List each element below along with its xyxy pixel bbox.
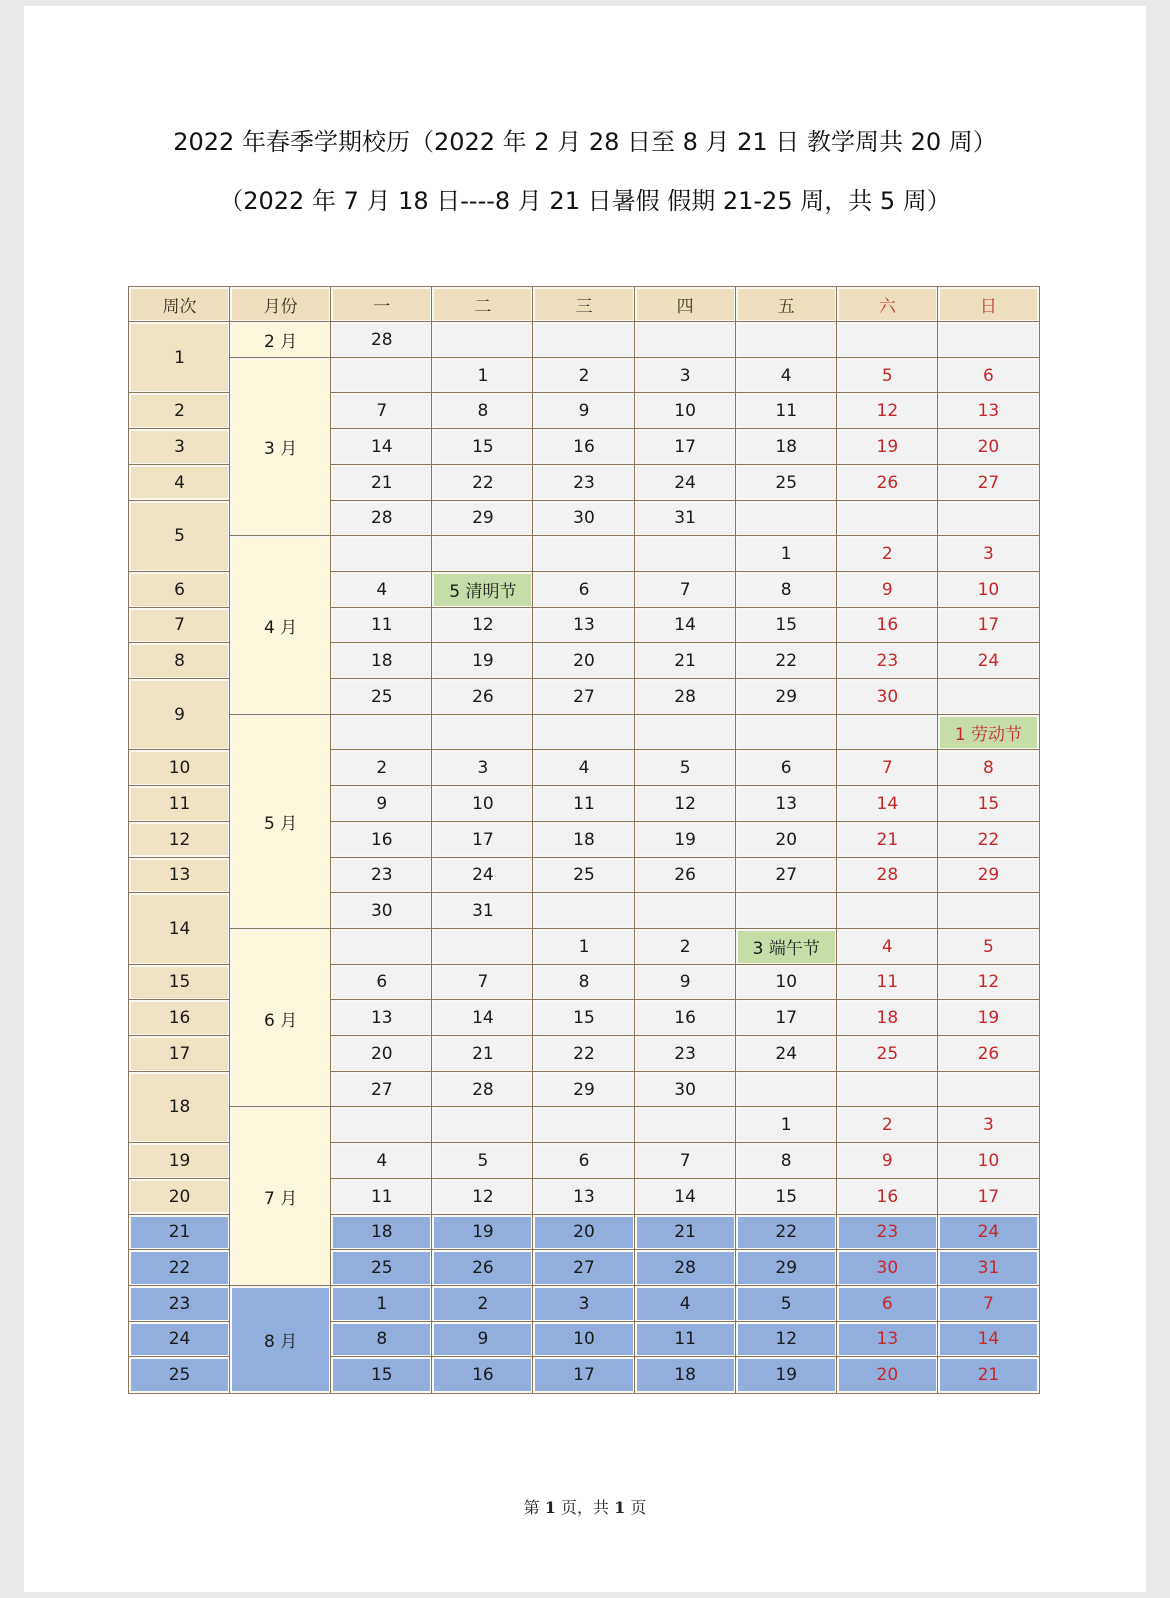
day-cell: 16 (837, 608, 938, 644)
day-cell: 31 (938, 1250, 1039, 1286)
day-cell: 29 (736, 679, 837, 715)
week-number-cell: 2 (129, 393, 230, 429)
day-cell: 31 (432, 893, 533, 929)
day-cell: 20 (533, 643, 634, 679)
day-cell: 17 (736, 1000, 837, 1036)
header-cell: 一 (331, 287, 432, 322)
day-cell: 27 (533, 1250, 634, 1286)
week-number-cell: 18 (129, 1072, 230, 1143)
header-cell: 六 (837, 287, 938, 322)
day-cell: 4 (533, 750, 634, 786)
day-cell: 2 (331, 750, 432, 786)
day-cell: 29 (938, 858, 1039, 894)
day-cell: 11 (736, 393, 837, 429)
day-cell: 28 (635, 679, 736, 715)
day-cell: 6 (736, 750, 837, 786)
header-cell: 二 (432, 287, 533, 322)
day-cell: 9 (533, 393, 634, 429)
day-cell: 8 (533, 965, 634, 1001)
day-cell: 3 (938, 1107, 1039, 1143)
day-cell: 13 (533, 608, 634, 644)
day-cell: 22 (938, 822, 1039, 858)
day-cell: 19 (736, 1357, 837, 1393)
day-cell: 9 (432, 1322, 533, 1358)
week-number-cell: 5 (129, 501, 230, 572)
day-cell: 9 (635, 965, 736, 1001)
day-cell: 22 (736, 643, 837, 679)
day-cell: 14 (938, 1322, 1039, 1358)
day-cell: 25 (331, 1250, 432, 1286)
day-cell: 29 (736, 1250, 837, 1286)
day-cell: 10 (736, 965, 837, 1001)
week-number-cell: 6 (129, 572, 230, 608)
day-cell: 3 (938, 536, 1039, 572)
footer-middle: 页，共 (555, 1498, 615, 1517)
day-cell: 4 (635, 1286, 736, 1322)
week-number-cell: 20 (129, 1179, 230, 1215)
day-cell: 26 (432, 679, 533, 715)
day-cell (533, 536, 634, 572)
day-cell: 2 (432, 1286, 533, 1322)
day-cell: 23 (635, 1036, 736, 1072)
day-cell: 27 (736, 858, 837, 894)
day-cell (432, 536, 533, 572)
day-cell: 23 (837, 1215, 938, 1251)
day-cell: 6 (837, 1286, 938, 1322)
day-cell: 24 (635, 465, 736, 501)
day-cell: 8 (331, 1322, 432, 1358)
day-cell: 12 (432, 608, 533, 644)
day-cell: 27 (331, 1072, 432, 1108)
day-cell: 3 (533, 1286, 634, 1322)
day-cell: 15 (736, 608, 837, 644)
day-cell: 11 (331, 1179, 432, 1215)
day-cell: 15 (331, 1357, 432, 1393)
week-number-cell: 24 (129, 1322, 230, 1358)
day-cell (938, 501, 1039, 537)
day-cell: 12 (432, 1179, 533, 1215)
day-cell: 26 (837, 465, 938, 501)
day-cell: 24 (938, 1215, 1039, 1251)
day-cell (938, 1072, 1039, 1108)
day-cell: 18 (837, 1000, 938, 1036)
day-cell: 5 (837, 358, 938, 394)
day-cell: 1 (331, 1286, 432, 1322)
day-cell: 22 (432, 465, 533, 501)
day-cell: 18 (533, 822, 634, 858)
day-cell: 19 (938, 1000, 1039, 1036)
day-cell: 18 (331, 1215, 432, 1251)
holiday-cell: 3 端午节 (736, 929, 837, 965)
day-cell: 7 (432, 965, 533, 1001)
day-cell (432, 715, 533, 751)
day-cell: 21 (432, 1036, 533, 1072)
header-cell: 月份 (230, 287, 331, 322)
day-cell: 18 (635, 1357, 736, 1393)
school-calendar-table (129, 287, 1039, 1393)
day-cell: 6 (331, 965, 432, 1001)
day-cell (331, 536, 432, 572)
day-cell: 30 (331, 893, 432, 929)
day-cell: 11 (533, 786, 634, 822)
week-number-cell: 10 (129, 750, 230, 786)
day-cell: 9 (837, 1143, 938, 1179)
day-cell: 2 (837, 536, 938, 572)
day-cell: 6 (533, 572, 634, 608)
footer-page-number: 1 (544, 1498, 556, 1517)
day-cell: 13 (837, 1322, 938, 1358)
day-cell: 13 (331, 1000, 432, 1036)
day-cell: 2 (837, 1107, 938, 1143)
week-number-cell: 11 (129, 786, 230, 822)
day-cell: 15 (938, 786, 1039, 822)
day-cell: 24 (736, 1036, 837, 1072)
week-number-cell: 4 (129, 465, 230, 501)
day-cell: 16 (432, 1357, 533, 1393)
day-cell: 17 (432, 822, 533, 858)
month-cell: 6 月 (230, 929, 331, 1108)
week-number-cell: 13 (129, 858, 230, 894)
week-number-cell: 3 (129, 429, 230, 465)
week-number-cell: 15 (129, 965, 230, 1001)
day-cell: 25 (736, 465, 837, 501)
day-cell: 24 (938, 643, 1039, 679)
day-cell: 15 (533, 1000, 634, 1036)
day-cell: 3 (432, 750, 533, 786)
day-cell: 10 (938, 572, 1039, 608)
day-cell: 16 (331, 822, 432, 858)
day-cell: 18 (736, 429, 837, 465)
month-cell: 5 月 (230, 715, 331, 929)
week-number-cell: 22 (129, 1250, 230, 1286)
day-cell: 26 (635, 858, 736, 894)
day-cell: 31 (635, 501, 736, 537)
day-cell (837, 322, 938, 358)
header-cell: 周次 (129, 287, 230, 322)
day-cell: 30 (533, 501, 634, 537)
day-cell: 11 (837, 965, 938, 1001)
day-cell: 2 (635, 929, 736, 965)
day-cell: 1 (432, 358, 533, 394)
day-cell: 28 (331, 322, 432, 358)
day-cell (331, 929, 432, 965)
day-cell: 21 (837, 822, 938, 858)
day-cell: 20 (938, 429, 1039, 465)
day-cell (736, 893, 837, 929)
day-cell: 8 (736, 572, 837, 608)
day-cell: 19 (432, 1215, 533, 1251)
header-cell: 五 (736, 287, 837, 322)
day-cell: 10 (432, 786, 533, 822)
day-cell: 22 (533, 1036, 634, 1072)
day-cell: 4 (837, 929, 938, 965)
day-cell: 10 (533, 1322, 634, 1358)
day-cell (736, 501, 837, 537)
day-cell: 30 (837, 1250, 938, 1286)
day-cell: 25 (331, 679, 432, 715)
day-cell: 14 (635, 608, 736, 644)
day-cell: 30 (837, 679, 938, 715)
day-cell: 21 (938, 1357, 1039, 1393)
day-cell: 21 (635, 1215, 736, 1251)
month-cell: 3 月 (230, 358, 331, 537)
day-cell: 11 (635, 1322, 736, 1358)
day-cell (635, 893, 736, 929)
day-cell: 8 (432, 393, 533, 429)
day-cell: 13 (533, 1179, 634, 1215)
day-cell: 12 (938, 965, 1039, 1001)
day-cell: 25 (837, 1036, 938, 1072)
day-cell: 28 (432, 1072, 533, 1108)
day-cell (533, 322, 634, 358)
week-number-cell: 1 (129, 322, 230, 393)
day-cell: 28 (635, 1250, 736, 1286)
week-number-cell: 21 (129, 1215, 230, 1251)
day-cell: 20 (331, 1036, 432, 1072)
week-number-cell: 25 (129, 1357, 230, 1393)
day-cell: 18 (331, 643, 432, 679)
day-cell: 12 (736, 1322, 837, 1358)
day-cell (938, 893, 1039, 929)
day-cell: 16 (837, 1179, 938, 1215)
day-cell: 2 (533, 358, 634, 394)
day-cell: 30 (635, 1072, 736, 1108)
header-cell: 日 (938, 287, 1039, 322)
month-cell: 7 月 (230, 1107, 331, 1286)
day-cell: 26 (432, 1250, 533, 1286)
day-cell: 16 (533, 429, 634, 465)
day-cell: 12 (635, 786, 736, 822)
day-cell: 14 (837, 786, 938, 822)
day-cell (736, 322, 837, 358)
day-cell: 1 (533, 929, 634, 965)
week-number-cell: 23 (129, 1286, 230, 1322)
day-cell: 20 (736, 822, 837, 858)
calendar-title: 2022 年春季学期校历（2022 年 2 月 28 日至 8 月 21 日 教学周共 20 周） (173, 128, 997, 156)
day-cell: 17 (533, 1357, 634, 1393)
calendar-subtitle: （2022 年 7 月 18 日----8 月 21 日暑假 假期 21-25 周，共 5 周） (219, 187, 951, 215)
week-number-cell: 14 (129, 893, 230, 964)
day-cell: 7 (635, 1143, 736, 1179)
day-cell: 23 (837, 643, 938, 679)
day-cell: 10 (938, 1143, 1039, 1179)
day-cell: 19 (432, 643, 533, 679)
day-cell: 5 (938, 929, 1039, 965)
day-cell: 7 (331, 393, 432, 429)
day-cell (837, 1072, 938, 1108)
header-cell: 三 (533, 287, 634, 322)
day-cell: 4 (331, 1143, 432, 1179)
day-cell (432, 322, 533, 358)
day-cell: 17 (938, 1179, 1039, 1215)
day-cell: 7 (837, 750, 938, 786)
week-number-cell: 17 (129, 1036, 230, 1072)
day-cell (837, 893, 938, 929)
month-cell: 4 月 (230, 536, 331, 715)
day-cell: 5 (736, 1286, 837, 1322)
day-cell: 13 (938, 393, 1039, 429)
day-cell: 8 (938, 750, 1039, 786)
day-cell: 26 (938, 1036, 1039, 1072)
day-cell: 10 (635, 393, 736, 429)
day-cell: 19 (837, 429, 938, 465)
day-cell: 8 (736, 1143, 837, 1179)
day-cell: 17 (938, 608, 1039, 644)
day-cell: 20 (533, 1215, 634, 1251)
day-cell: 23 (331, 858, 432, 894)
day-cell: 15 (432, 429, 533, 465)
day-cell (736, 1072, 837, 1108)
day-cell: 1 (736, 1107, 837, 1143)
day-cell: 28 (837, 858, 938, 894)
week-number-cell: 9 (129, 679, 230, 750)
month-cell: 2 月 (230, 322, 331, 358)
day-cell: 9 (837, 572, 938, 608)
day-cell: 11 (331, 608, 432, 644)
day-cell: 16 (635, 1000, 736, 1036)
day-cell: 5 (432, 1143, 533, 1179)
day-cell: 22 (736, 1215, 837, 1251)
day-cell: 4 (736, 358, 837, 394)
day-cell: 29 (432, 501, 533, 537)
day-cell: 12 (837, 393, 938, 429)
day-cell (635, 536, 736, 572)
day-cell (938, 322, 1039, 358)
footer-total-pages: 1 (614, 1498, 626, 1517)
day-cell: 7 (938, 1286, 1039, 1322)
day-cell (837, 501, 938, 537)
day-cell (938, 679, 1039, 715)
day-cell: 24 (432, 858, 533, 894)
day-cell: 6 (938, 358, 1039, 394)
day-cell (736, 715, 837, 751)
header-cell: 四 (635, 287, 736, 322)
day-cell (432, 929, 533, 965)
day-cell (432, 1107, 533, 1143)
day-cell: 27 (938, 465, 1039, 501)
footer-prefix: 第 (523, 1498, 545, 1517)
day-cell: 14 (635, 1179, 736, 1215)
day-cell: 21 (635, 643, 736, 679)
day-cell: 6 (533, 1143, 634, 1179)
week-number-cell: 8 (129, 643, 230, 679)
day-cell: 14 (331, 429, 432, 465)
day-cell (533, 715, 634, 751)
footer-suffix: 页 (625, 1498, 647, 1517)
day-cell (331, 1107, 432, 1143)
holiday-cell: 1 劳动节 (938, 715, 1039, 751)
month-cell: 8 月 (230, 1286, 331, 1393)
day-cell: 20 (837, 1357, 938, 1393)
day-cell (635, 715, 736, 751)
day-cell: 7 (635, 572, 736, 608)
day-cell: 27 (533, 679, 634, 715)
day-cell (331, 715, 432, 751)
day-cell: 14 (432, 1000, 533, 1036)
day-cell: 28 (331, 501, 432, 537)
day-cell: 3 (635, 358, 736, 394)
week-number-cell: 12 (129, 822, 230, 858)
day-cell: 4 (331, 572, 432, 608)
day-cell: 17 (635, 429, 736, 465)
day-cell (533, 893, 634, 929)
day-cell (635, 322, 736, 358)
day-cell: 5 (635, 750, 736, 786)
day-cell: 13 (736, 786, 837, 822)
holiday-cell: 5 清明节 (432, 572, 533, 608)
page-footer (0, 1495, 1170, 1518)
day-cell (635, 1107, 736, 1143)
day-cell (331, 358, 432, 394)
day-cell (837, 715, 938, 751)
day-cell: 1 (736, 536, 837, 572)
day-cell: 19 (635, 822, 736, 858)
day-cell: 15 (736, 1179, 837, 1215)
day-cell (533, 1107, 634, 1143)
week-number-cell: 7 (129, 608, 230, 644)
week-number-cell: 16 (129, 1000, 230, 1036)
day-cell: 25 (533, 858, 634, 894)
day-cell: 9 (331, 786, 432, 822)
week-number-cell: 19 (129, 1143, 230, 1179)
day-cell: 23 (533, 465, 634, 501)
day-cell: 21 (331, 465, 432, 501)
day-cell: 29 (533, 1072, 634, 1108)
